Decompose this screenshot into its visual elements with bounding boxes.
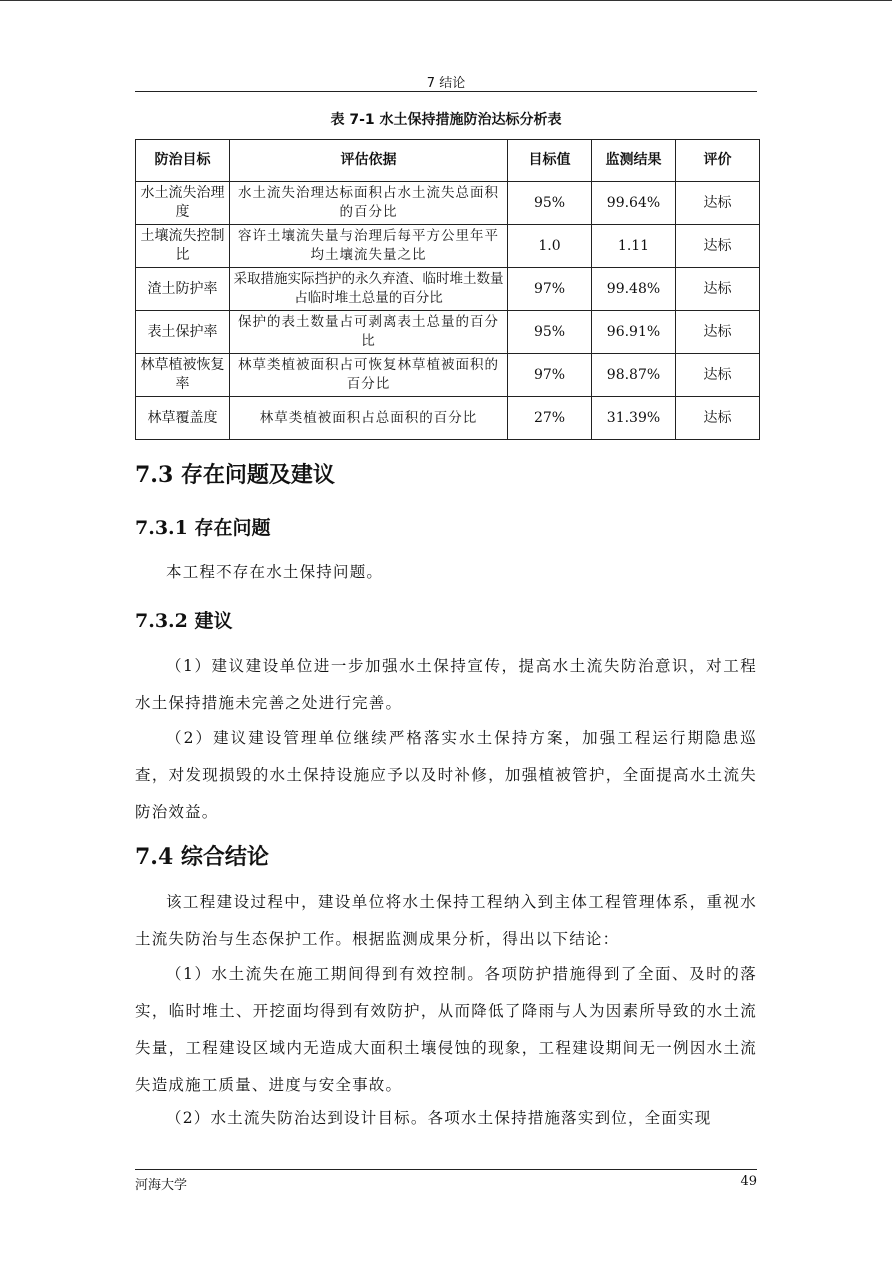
cell-target: 土壤流失控制比	[136, 225, 230, 268]
page-number: 49	[740, 1174, 757, 1189]
cell-target-value: 97%	[508, 354, 592, 397]
cell-target: 林草植被恢复率	[136, 354, 230, 397]
cell-basis: 容许土壤流失量与治理后每平方公里年平均土壤流失量之比	[230, 225, 508, 268]
section-7-3-1-heading: 7.3.1 存在问题	[135, 517, 271, 539]
table-row	[136, 225, 760, 268]
table-row	[136, 182, 760, 225]
column-header-target: 防治目标	[136, 140, 230, 182]
cell-target-value: 1.0	[508, 225, 592, 268]
cell-target-value: 95%	[508, 182, 592, 225]
cell-basis: 采取措施实际挡护的永久弃渣、临时堆土数量占临时堆土总量的百分比	[230, 268, 508, 311]
table-row	[136, 311, 760, 354]
section-7-3-2-heading: 7.3.2 建议	[135, 610, 233, 632]
cell-evaluation: 达标	[676, 354, 760, 397]
column-header-basis: 评估依据	[230, 140, 508, 182]
cell-monitoring-result: 98.87%	[592, 354, 676, 397]
cell-evaluation: 达标	[676, 225, 760, 268]
cell-basis: 林草类植被面积占总面积的百分比	[230, 397, 508, 440]
section-7-3-2-paragraph-1: （1）建议建设单位进一步加强水土保持宣传，提高水土流失防治意识，对工程水土保持措施未完善之处进行完善。	[135, 657, 757, 712]
column-header-target-value: 目标值	[508, 140, 592, 182]
running-header: 7 结论	[426, 76, 466, 91]
standards-table	[135, 139, 760, 440]
cell-monitoring-result: 96.91%	[592, 311, 676, 354]
cell-monitoring-result: 99.48%	[592, 268, 676, 311]
cell-basis: 林草类植被面积占可恢复林草植被面积的百分比	[230, 354, 508, 397]
table-row	[136, 397, 760, 440]
table-caption: 表 7-1 水土保持措施防治达标分析表	[330, 112, 562, 128]
section-7-3-2-paragraph-2: （2）建议建设管理单位继续严格落实水土保持方案，加强工程运行期隐患巡查，对发现损毁的水土保持设施应予以及时补修，加强植被管护，全面提高水土流失防治效益。	[135, 729, 757, 821]
section-7-4-paragraph-2: （1）水土流失在施工期间得到有效控制。各项防护措施得到了全面、及时的落实，临时堆土、开挖面均得到有效防护，从而降低了降雨与人为因素所导致的水土流失量，工程建设区域内无造成大面积土壤侵蚀的现象，工程建设期间无一例因水土流失造成施工质量、进度与安全事故。	[135, 965, 757, 1094]
cell-monitoring-result: 31.39%	[592, 397, 676, 440]
cell-target: 林草覆盖度	[136, 397, 230, 440]
footer-institution: 河海大学	[135, 1178, 188, 1193]
cell-basis: 水土流失治理达标面积占水土流失总面积的百分比	[230, 182, 508, 225]
cell-monitoring-result: 1.11	[592, 225, 676, 268]
cell-evaluation: 达标	[676, 311, 760, 354]
section-7-4-heading: 7.4 综合结论	[135, 844, 269, 870]
table-row	[136, 354, 760, 397]
cell-basis: 保护的表土数量占可剥离表土总量的百分比	[230, 311, 508, 354]
cell-target: 表土保护率	[136, 311, 230, 354]
cell-target-value: 27%	[508, 397, 592, 440]
table-row	[136, 268, 760, 311]
section-7-4-paragraph-3: （2）水土流失防治达到设计目标。各项水土保持措施落实到位，全面实现	[166, 1109, 712, 1127]
section-7-3-1-body: 本工程不存在水土保持问题。	[166, 563, 384, 581]
column-header-evaluation: 评价	[676, 140, 760, 182]
header-rule	[135, 91, 757, 92]
page-top-border	[0, 0, 892, 1]
footer-rule	[135, 1169, 757, 1170]
section-7-3-heading: 7.3 存在问题及建议	[135, 462, 335, 488]
section-7-4-paragraph-1: 该工程建设过程中，建设单位将水土保持工程纳入到主体工程管理体系，重视水土流失防治与生态保护工作。根据监测成果分析，得出以下结论：	[135, 893, 757, 948]
table-header-row	[136, 140, 760, 182]
column-header-monitoring-result: 监测结果	[592, 140, 676, 182]
cell-monitoring-result: 99.64%	[592, 182, 676, 225]
cell-evaluation: 达标	[676, 397, 760, 440]
cell-target: 渣土防护率	[136, 268, 230, 311]
cell-target-value: 95%	[508, 311, 592, 354]
cell-target: 水土流失治理度	[136, 182, 230, 225]
cell-evaluation: 达标	[676, 182, 760, 225]
cell-evaluation: 达标	[676, 268, 760, 311]
cell-target-value: 97%	[508, 268, 592, 311]
